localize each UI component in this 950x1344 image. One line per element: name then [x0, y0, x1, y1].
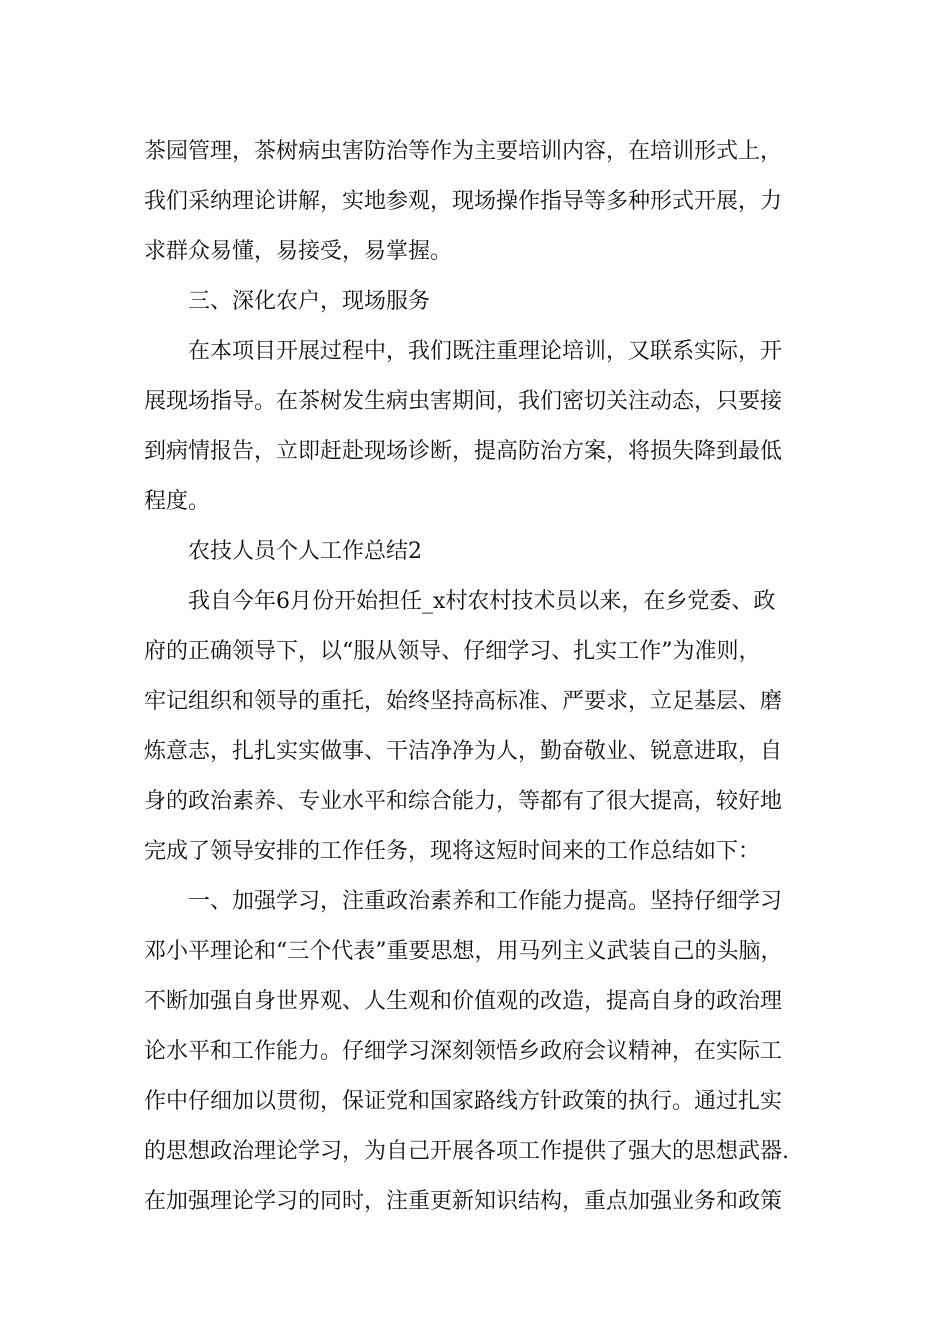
section-heading-3: 三、深化农户，现场服务: [188, 289, 431, 314]
text-line-3: 求群众易懂，易接受，易掌握。: [144, 239, 453, 264]
text-line-12: 牢记组织和领导的重托，始终坚持高标准、严要求，立足基层、磨: [144, 689, 783, 714]
text-line-7: 到病情报告，立即赶赴现场诊断，提高防治方案，将损失降到最低: [144, 439, 783, 464]
text-line-2: 我们采纳理论讲解，实地参观，现场操作指导等多种形式开展，力: [144, 189, 783, 214]
text-line-6: 展现场指导。在茶树发生病虫害期间，我们密切关注动态，只要接: [144, 389, 783, 414]
text-line-19: 论水平和工作能力。仔细学习深刻领悟乡政府会议精神，在实际工: [144, 1039, 783, 1064]
text-line-11: 府的正确领导下，以“服从领导、仔细学习、扎实工作”为准则，: [144, 639, 761, 664]
text-line-21: 的思想政治理论学习，为自己开展各项工作提供了强大的思想武器.: [144, 1139, 789, 1164]
text-line-20: 作中仔细加以贯彻，保证党和国家路线方针政策的执行。通过扎实: [144, 1089, 783, 1114]
text-line-5: 在本项目开展过程中，我们既注重理论培训，又联系实际，开: [188, 339, 783, 364]
text-line-15: 完成了领导安排的工作任务，现将这短时间来的工作总结如下：: [144, 839, 761, 864]
text-line-18: 不断加强自身世界观、人生观和价值观的改造，提高自身的政治理: [144, 989, 783, 1014]
document-title-2: 农技人员个人工作总结2: [188, 539, 422, 564]
text-line-1: 茶园管理，茶树病虫害防治等作为主要培训内容，在培训形式上，: [144, 139, 783, 164]
text-line-13: 炼意志，扎扎实实做事、干洁净净为人，勤奋敬业、锐意进取，自: [144, 739, 783, 764]
text-line-16: 一、加强学习，注重政治素养和工作能力提高。坚持仔细学习: [188, 889, 783, 914]
text-line-8: 程度。: [144, 489, 211, 514]
text-line-22: 在加强理论学习的同时，注重更新知识结构，重点加强业务和政策: [144, 1189, 783, 1214]
text-line-14: 身的政治素养、专业水平和综合能力，等都有了很大提高，较好地: [144, 789, 783, 814]
text-line-17: 邓小平理论和“三个代表”重要思想，用马列主义武装自己的头脑，: [144, 939, 783, 964]
text-line-10: 我自今年6月份开始担任_x村农村技术员以来，在乡党委、政: [188, 589, 776, 614]
